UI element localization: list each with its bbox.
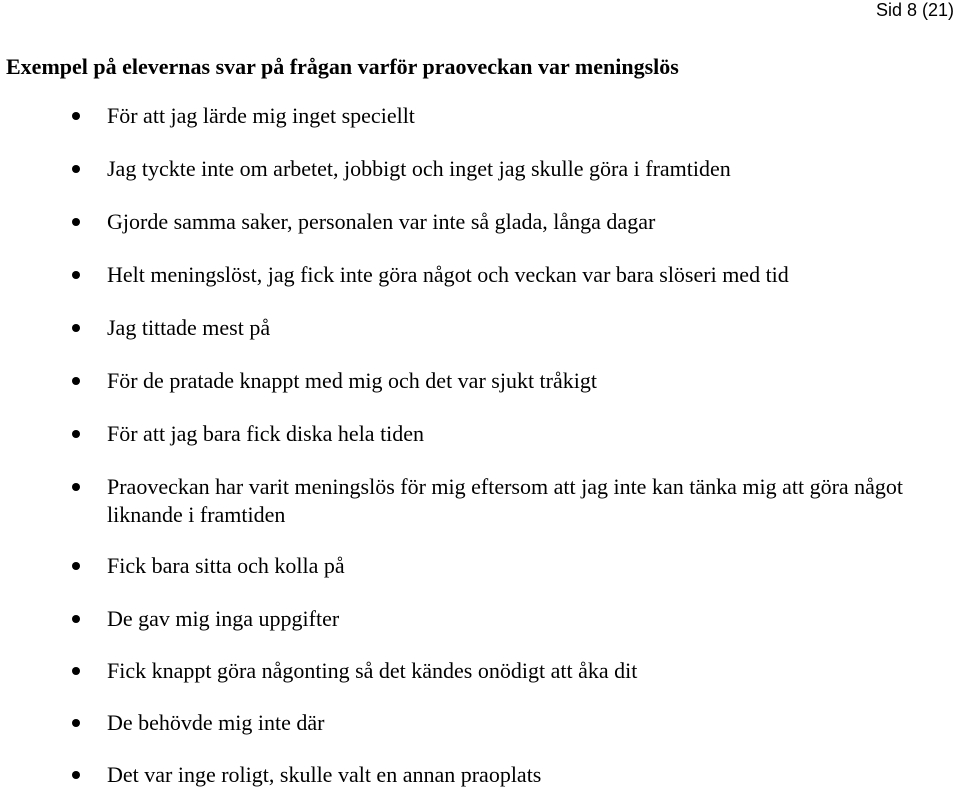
list-item-text: För att jag lärde mig inget speciellt (107, 103, 415, 128)
bullet-icon (72, 377, 80, 385)
list-item-text: Det var inge roligt, skulle valt en annan praoplats (107, 762, 542, 787)
list-item-text: Praoveckan har varit meningslös för mig eftersom att jag inte kan tänka mig att göra något liknande i framtiden (107, 474, 904, 527)
bullet-icon (72, 615, 80, 623)
list-item-text: Gjorde samma saker, personalen var inte så glada, långa dagar (107, 209, 656, 234)
bullet-icon (72, 430, 80, 438)
list-item-text: De gav mig inga uppgifter (107, 606, 340, 631)
list-item-text: Fick bara sitta och kolla på (107, 553, 345, 578)
page-number: Sid 8 (21) (875, 0, 954, 20)
bullet-icon (72, 719, 80, 727)
bullet-icon (72, 112, 80, 120)
bullet-icon (72, 324, 80, 332)
bullet-icon (72, 165, 80, 173)
bullet-icon (72, 218, 80, 226)
page-heading: Exempel på elevernas svar på frågan varför praoveckan var meningslös (6, 54, 679, 79)
bullet-icon (72, 483, 80, 491)
list-item-text: Jag tittade mest på (107, 315, 271, 340)
list-item-text: Jag tyckte inte om arbetet, jobbigt och inget jag skulle göra i framtiden (107, 156, 731, 181)
bullet-icon (72, 562, 80, 570)
bullet-icon (72, 771, 80, 779)
list-item-text: De behövde mig inte där (107, 710, 325, 735)
bullet-icon (72, 271, 80, 279)
bullet-icon (72, 667, 80, 675)
list-item-text: För de pratade knappt med mig och det var sjukt tråkigt (107, 368, 597, 393)
list-item-text: Helt meningslöst, jag fick inte göra något och veckan var bara slöseri med tid (107, 262, 789, 287)
list-item-text: Fick knappt göra någonting så det kändes onödigt att åka dit (107, 658, 638, 683)
list-item-text: För att jag bara fick diska hela tiden (107, 421, 425, 446)
